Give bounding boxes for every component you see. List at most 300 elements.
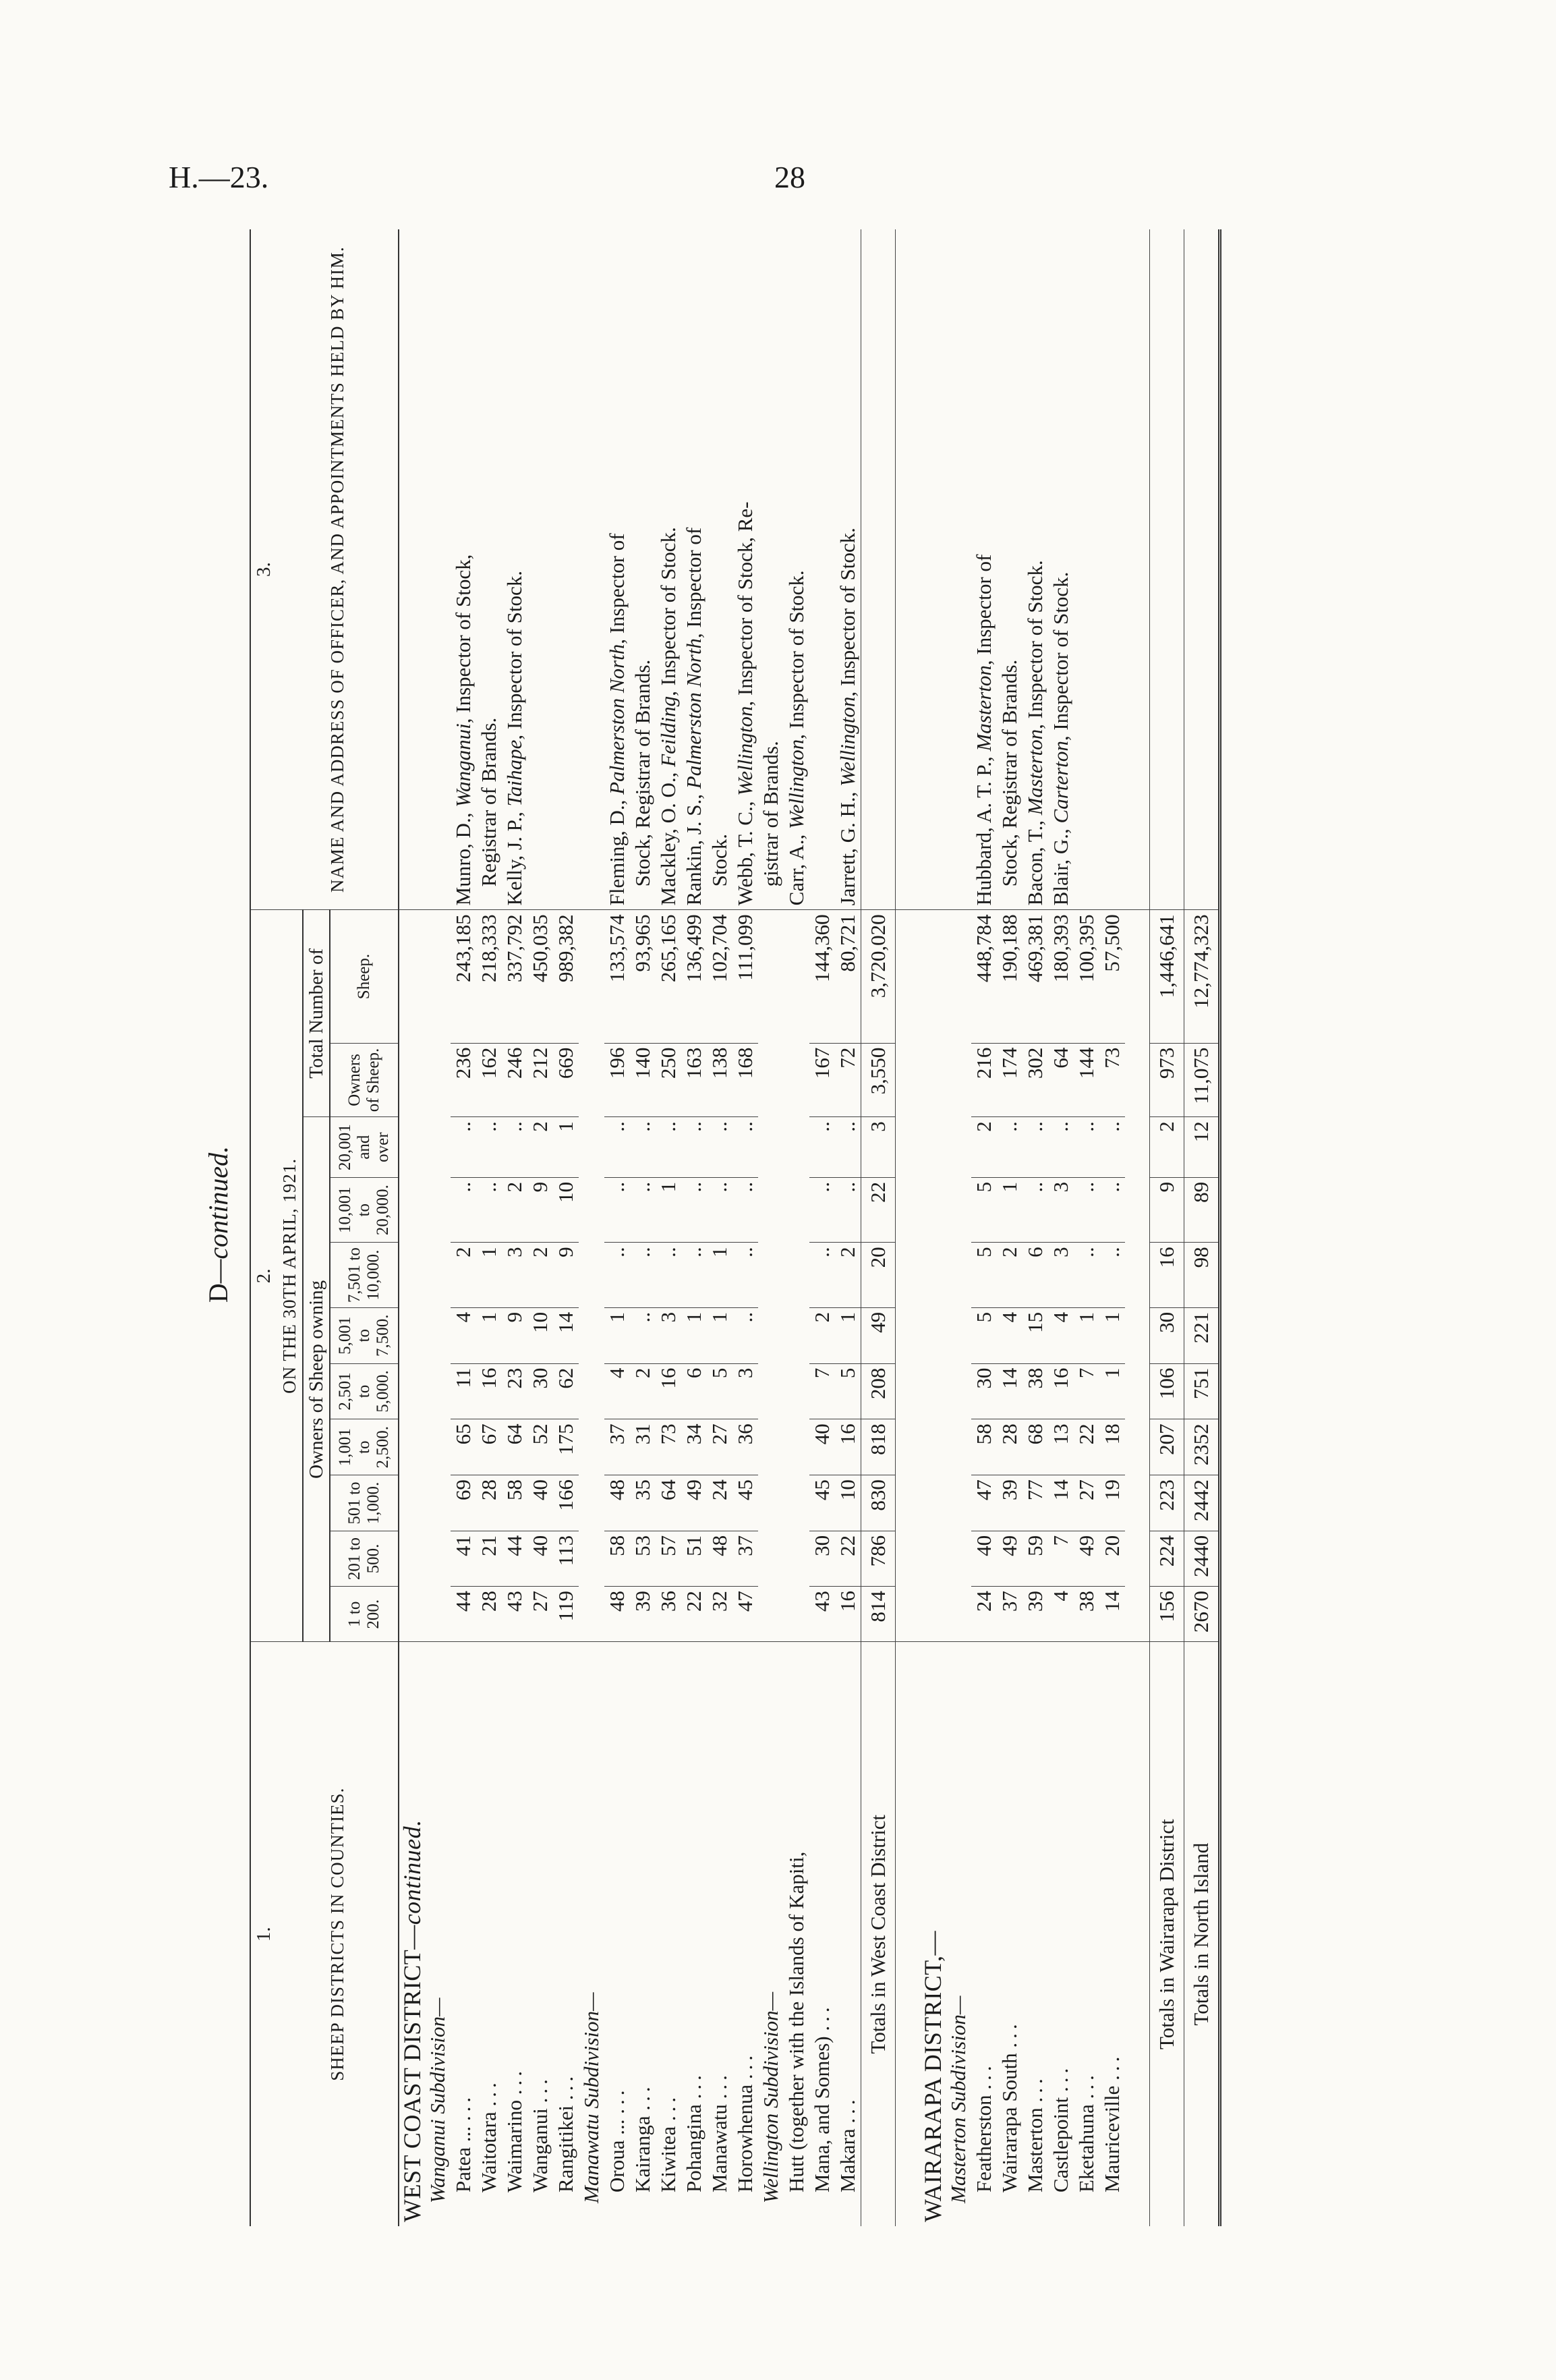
owners-count-cell: 14 (553, 1307, 579, 1363)
total-owners-cell: 250 (656, 1043, 681, 1117)
leader-dots: ... (1049, 2064, 1072, 2093)
leader-dots: ... (502, 2067, 526, 2095)
officer-place: Palmerston North (605, 644, 629, 795)
table-body (399, 229, 1220, 2226)
officer-place: Masterton (972, 665, 996, 752)
owners-count-cell: 36 (732, 1419, 758, 1475)
county-name: Rangitikei (554, 2105, 577, 2192)
owners-count-cell: 3 (732, 1363, 758, 1419)
officer-role: , Inspector of Stock. (784, 570, 808, 739)
officer-entry (732, 229, 784, 910)
county-name-hutt-cont: Mana, and Somes) (810, 2036, 834, 2192)
owners-count-cell: 57 (656, 1531, 681, 1586)
owners-count-cell: 9 (502, 1307, 527, 1363)
owners-of-sheep-owning: Owners of Sheep owning (303, 1117, 330, 1642)
owners-count-cell: .. (502, 1117, 527, 1178)
range-header-2: 201 to 500. (330, 1531, 399, 1586)
owners-count-cell: 1 (1099, 1363, 1125, 1419)
owners-count-cell: 44 (502, 1531, 527, 1586)
owners-count-cell: 12 (1184, 1117, 1220, 1178)
county-name: Wairarapa South (998, 2053, 1021, 2192)
leader-dots: ... (631, 2082, 654, 2111)
officer-name: Munro, D., (451, 807, 475, 906)
owners-count-cell: 1 (604, 1307, 630, 1363)
owners-count-cell: 30 (527, 1363, 553, 1419)
officer-name: Mackley, O. O., (656, 766, 680, 906)
owners-count-cell: 40 (527, 1531, 553, 1586)
total-sheep-cell: 448,784 (971, 910, 997, 1043)
owners-count-cell: .. (835, 1117, 861, 1178)
owners-count-cell: .. (630, 1117, 656, 1178)
total-owners-cell: 302 (1022, 1043, 1048, 1117)
owners-count-cell: 4 (997, 1307, 1022, 1363)
owners-count-cell: 58 (971, 1419, 997, 1475)
owners-count-cell: .. (630, 1243, 656, 1307)
county-name: Waitotara (477, 2112, 500, 2192)
total-sheep-cell: 57,500 (1099, 910, 1125, 1043)
owners-count-cell: .. (476, 1117, 502, 1178)
owners-count-cell: 16 (656, 1363, 681, 1419)
total-owners-cell: 168 (732, 1043, 758, 1117)
officer-entry (451, 229, 502, 910)
owners-count-cell: 64 (656, 1475, 681, 1531)
total-row (1150, 229, 1184, 2226)
owners-count-cell: 53 (630, 1531, 656, 1586)
officer-name: Rankin, J. S., (682, 789, 705, 906)
owners-count-cell: 34 (681, 1419, 707, 1475)
subdivision-heading: Masterton Subdivision— (946, 1995, 970, 2203)
leader-dots: ... (554, 2072, 577, 2101)
total-owners-cell: 973 (1150, 1043, 1184, 1117)
owners-count-cell: 3 (1048, 1243, 1074, 1307)
owners-count-cell: .. (1099, 1117, 1125, 1178)
table-row (681, 229, 707, 2226)
total-sheep-cell: 136,499 (681, 910, 707, 1043)
officer-role-cont: Stock, Registrar of Brands. (631, 659, 654, 887)
range-header-4: 1,001 to 2,500. (330, 1419, 399, 1475)
owners-header: Owners of Sheep. (330, 1043, 399, 1117)
owners-count-cell: 32 (707, 1587, 732, 1642)
table-row (451, 229, 476, 2226)
owners-count-cell: 2 (835, 1243, 861, 1307)
range-header-1: 1 to 200. (330, 1587, 399, 1642)
owners-count-cell: .. (1048, 1117, 1074, 1178)
owners-count-cell: .. (476, 1177, 502, 1242)
officer-role: , Inspector of Stock. (656, 527, 680, 696)
officer-place: Wanganui (451, 723, 475, 808)
total-owners-cell: 196 (604, 1043, 630, 1117)
owners-count-cell: 2 (451, 1243, 476, 1307)
owners-count-cell: 47 (732, 1587, 758, 1642)
owners-count-cell: 1 (1099, 1307, 1125, 1363)
county-name: Manawatu (708, 2104, 731, 2192)
owners-count-cell: 3 (502, 1243, 527, 1307)
owners-count-cell: 52 (527, 1419, 553, 1475)
total-owners-cell: 144 (1074, 1043, 1099, 1117)
owners-count-cell: 36 (656, 1587, 681, 1642)
owners-count-cell: 2442 (1184, 1475, 1220, 1531)
owners-count-cell: 62 (553, 1363, 579, 1419)
total-sheep-cell: 93,965 (630, 910, 656, 1043)
district-title-cont: continued. (399, 1819, 426, 1925)
leader-dots: ... (733, 2051, 757, 2080)
owners-count-cell: .. (732, 1117, 758, 1178)
total-owners-cell: 212 (527, 1043, 553, 1117)
owners-count-cell: 5 (835, 1363, 861, 1419)
officer-name: Hubbard, A. T. P., (972, 751, 996, 906)
officer-role: , Inspector of Stock. (836, 528, 859, 697)
owners-count-cell: .. (835, 1177, 861, 1242)
total-sheep-cell: 989,382 (553, 910, 579, 1043)
table-row (971, 229, 997, 2226)
table-row (604, 229, 630, 2226)
table-row (835, 229, 861, 2226)
title-suffix: —continued. (203, 1145, 233, 1284)
owners-count-cell: .. (809, 1243, 835, 1307)
owners-count-cell: .. (732, 1243, 758, 1307)
county-name: Waimarino (502, 2100, 526, 2192)
owners-count-cell: .. (681, 1177, 707, 1242)
total-sheep-cell: 265,165 (656, 910, 681, 1043)
owners-count-cell: .. (656, 1243, 681, 1307)
owners-count-cell: 38 (1074, 1587, 1099, 1642)
leader-dots: ... (528, 2075, 552, 2103)
owners-count-cell: 175 (553, 1419, 579, 1475)
owners-count-cell: 4 (1048, 1307, 1074, 1363)
owners-count-cell: 30 (971, 1363, 997, 1419)
subdivision-heading: Wellington Subdivision— (759, 1991, 782, 2203)
county-name: Kiwitea (656, 2126, 680, 2192)
county-name: Horowhenua (733, 2084, 757, 2192)
col3-number: 3. (250, 229, 277, 910)
total-sheep-cell: 218,333 (476, 910, 502, 1043)
owners-count-cell: 7 (809, 1363, 835, 1419)
county-name: Masterton (1023, 2107, 1047, 2192)
owners-count-cell: 58 (502, 1475, 527, 1531)
owners-count-cell: .. (1074, 1117, 1099, 1178)
owners-count-cell: 68 (1022, 1419, 1048, 1475)
officer-role: , Inspector of (605, 533, 629, 644)
owners-count-cell: 166 (553, 1475, 579, 1531)
owners-count-cell: 223 (1150, 1475, 1184, 1531)
owners-count-cell: .. (707, 1177, 732, 1242)
leader-dots: ... (451, 2093, 475, 2122)
total-sheep-cell: 180,393 (1048, 910, 1074, 1043)
owners-count-cell: 41 (451, 1531, 476, 1586)
owners-count-cell: 45 (809, 1475, 835, 1531)
owners-count-cell: 2 (1150, 1117, 1184, 1178)
owners-count-cell: 44 (451, 1587, 476, 1642)
subdivision-heading: Manawatu Subdivision— (579, 1992, 603, 2203)
sheep-owners-table (250, 229, 1221, 2226)
leader-dots: ... (998, 2020, 1021, 2048)
officer-entry (502, 229, 579, 910)
owners-count-cell: 1 (707, 1243, 732, 1307)
owners-count-cell: 2 (809, 1307, 835, 1363)
owners-count-cell: 2670 (1184, 1587, 1220, 1642)
officer-role: , Inspector of Stock. (502, 571, 526, 740)
owners-count-cell: 119 (553, 1587, 579, 1642)
owners-count-cell: 65 (451, 1419, 476, 1475)
owners-count-cell: 39 (630, 1587, 656, 1642)
owners-count-cell: 5 (971, 1307, 997, 1363)
officer-name: Blair, G., (1049, 823, 1072, 906)
total-sheep-cell: 144,360 (809, 910, 835, 1043)
table-row (502, 229, 527, 2226)
leader-dots: ... (656, 2093, 680, 2122)
owners-count-cell: 27 (707, 1419, 732, 1475)
owners-count-cell: .. (604, 1177, 630, 1242)
total-sheep-cell: 133,574 (604, 910, 630, 1043)
total-owners-cell: 174 (997, 1043, 1022, 1117)
owners-count-cell: 9 (527, 1177, 553, 1242)
owners-count-cell: 31 (630, 1419, 656, 1475)
owners-count-cell: 49 (1074, 1531, 1099, 1586)
owners-count-cell: 1 (835, 1307, 861, 1363)
owners-count-cell: 16 (835, 1587, 861, 1642)
total-sheep-cell: 102,704 (707, 910, 732, 1043)
owners-count-cell: 13 (1048, 1419, 1074, 1475)
owners-count-cell: .. (451, 1117, 476, 1178)
owners-count-cell: 59 (1022, 1531, 1048, 1586)
officer-entry (835, 229, 861, 910)
owners-count-cell: 751 (1184, 1363, 1220, 1419)
owners-count-cell: 16 (1150, 1243, 1184, 1307)
owners-count-cell: 818 (861, 1419, 896, 1475)
owners-count-cell: 39 (1022, 1587, 1048, 1642)
officer-role: , Inspector of Stock, (451, 554, 475, 724)
officer-place: Wellington (784, 739, 808, 830)
total-owners-cell: 167 (809, 1043, 835, 1117)
total-owners-cell: 669 (553, 1043, 579, 1117)
owners-count-cell: 3 (1048, 1177, 1074, 1242)
leader-dots: ... (1023, 2074, 1047, 2103)
page-reference: H.—23. (169, 160, 269, 194)
total-owners-cell: 236 (451, 1043, 476, 1117)
owners-count-cell: 830 (861, 1475, 896, 1531)
owners-count-cell: 16 (835, 1419, 861, 1475)
owners-count-cell: 1 (656, 1177, 681, 1242)
owners-count-cell: 37 (732, 1531, 758, 1586)
owners-count-cell: 10 (553, 1177, 579, 1242)
total-owners-cell: 162 (476, 1043, 502, 1117)
officer-name: Webb, T. C., (733, 795, 757, 906)
county-name: Featherston (972, 2095, 996, 2192)
county-name: Mauriceville (1100, 2085, 1124, 2192)
owners-count-cell: 98 (1184, 1243, 1220, 1307)
owners-count-cell: 47 (971, 1475, 997, 1531)
owners-count-cell: 5 (971, 1177, 997, 1242)
officer-role-cont: Stock, Registrar of Brands. (998, 659, 1021, 887)
county-name: Kairanga (631, 2116, 654, 2192)
total-owners-cell: 64 (1048, 1043, 1074, 1117)
owners-count-cell: .. (604, 1243, 630, 1307)
leader-dots: ... (836, 2095, 859, 2124)
owners-count-cell: 40 (809, 1419, 835, 1475)
rotated-table-page (196, 223, 1383, 2226)
total-number-of: Total Number of (303, 910, 330, 1117)
owners-count-cell: 43 (809, 1587, 835, 1642)
county-name: Oroua ... (605, 2119, 629, 2192)
owners-count-cell: 10 (527, 1307, 553, 1363)
owners-count-cell: 40 (527, 1475, 553, 1531)
owners-count-cell: 7 (1074, 1363, 1099, 1419)
owners-count-cell: 49 (861, 1307, 896, 1363)
officer-name: Bacon, T., (1023, 815, 1047, 906)
owners-count-cell: .. (809, 1177, 835, 1242)
owners-count-cell: 208 (861, 1363, 896, 1419)
owners-count-cell: 1 (553, 1117, 579, 1178)
owners-count-cell: 48 (604, 1475, 630, 1531)
officer-role: , Inspector of (682, 527, 705, 639)
total-sheep-cell: 469,381 (1022, 910, 1048, 1043)
officer-place: Taihape (502, 739, 526, 807)
total-sheep-cell: 243,185 (451, 910, 476, 1043)
owners-count-cell: 27 (527, 1587, 553, 1642)
leader-dots: ... (682, 2071, 705, 2099)
county-name: Castlepoint (1049, 2097, 1072, 2192)
leader-dots: ... (972, 2062, 996, 2090)
owners-count-cell: 49 (997, 1531, 1022, 1586)
range-header-7: 7,501 to 10,000. (330, 1243, 399, 1307)
sheep-header: Sheep. (330, 910, 399, 1043)
owners-count-cell: 22 (861, 1177, 896, 1242)
continuation-title (202, 223, 234, 2226)
owners-count-cell: .. (451, 1177, 476, 1242)
owners-count-cell: 19 (1099, 1475, 1125, 1531)
owners-count-cell: 30 (809, 1531, 835, 1586)
owners-count-cell: 16 (476, 1363, 502, 1419)
owners-count-cell: 2 (630, 1363, 656, 1419)
owners-count-cell: 9 (1150, 1177, 1184, 1242)
owners-count-cell: 24 (707, 1475, 732, 1531)
owners-count-cell: 7 (1048, 1531, 1074, 1586)
total-row (861, 229, 896, 2226)
officer-place: Feilding (656, 696, 680, 767)
total-label: Totals in North Island (1184, 1642, 1220, 2226)
owners-count-cell: 35 (630, 1475, 656, 1531)
officer-role: , Inspector of Stock. (1049, 571, 1072, 741)
owners-count-cell: 28 (476, 1475, 502, 1531)
total-owners-cell: 140 (630, 1043, 656, 1117)
total-sheep-cell: 337,792 (502, 910, 527, 1043)
owners-count-cell: 40 (971, 1531, 997, 1586)
col1-label: SHEEP DISTRICTS IN COUNTIES. (277, 1642, 399, 2226)
owners-count-cell: 1 (681, 1307, 707, 1363)
owners-count-cell: .. (1099, 1243, 1125, 1307)
county-name: Makara (836, 2128, 859, 2192)
owners-count-cell: .. (1074, 1177, 1099, 1242)
officer-entry (1048, 229, 1150, 910)
col2-label: ON THE 30TH APRIL, 1921. (277, 910, 303, 1642)
owners-count-cell: 4 (1048, 1587, 1074, 1642)
officer-entry (784, 229, 835, 910)
owners-count-cell: 27 (1074, 1475, 1099, 1531)
owners-count-cell: 3 (656, 1307, 681, 1363)
owners-count-cell: 2 (502, 1177, 527, 1242)
owners-count-cell: 23 (502, 1363, 527, 1419)
owners-count-cell: 22 (681, 1587, 707, 1642)
owners-count-cell: 14 (1048, 1475, 1074, 1531)
range-header-9: 20,001 and over (330, 1117, 399, 1178)
owners-count-cell: 21 (476, 1531, 502, 1586)
owners-count-cell: 4 (604, 1363, 630, 1419)
officer-entry (681, 229, 732, 910)
total-label: Totals in West Coast District (861, 1642, 896, 2226)
grand-total-row (1184, 229, 1220, 2226)
total-sheep-cell: 80,721 (835, 910, 861, 1043)
officer-name: Carr, A., (784, 829, 808, 906)
owners-count-cell: 58 (604, 1531, 630, 1586)
owners-count-cell: 67 (476, 1419, 502, 1475)
owners-count-cell: 45 (732, 1475, 758, 1531)
owners-count-cell: .. (630, 1307, 656, 1363)
col2-number: 2. (250, 910, 277, 1642)
total-sheep-cell: 1,446,641 (1150, 910, 1184, 1043)
owners-count-cell: 106 (1150, 1363, 1184, 1419)
county-name-hutt: Hutt (together with the Islands of Kapiti, (784, 1851, 808, 2192)
total-owners-cell: 163 (681, 1043, 707, 1117)
owners-count-cell: 14 (1099, 1587, 1125, 1642)
officer-entry (971, 229, 1022, 910)
owners-count-cell: 77 (1022, 1475, 1048, 1531)
total-sheep-cell: 100,395 (1074, 910, 1099, 1043)
owners-count-cell: 814 (861, 1587, 896, 1642)
owners-count-cell: 11 (451, 1363, 476, 1419)
total-owners-cell: 246 (502, 1043, 527, 1117)
owners-count-cell: 3 (861, 1117, 896, 1178)
owners-count-cell: 43 (502, 1587, 527, 1642)
subdivision-heading: Wanganui Subdivision— (426, 1998, 449, 2203)
owners-count-cell: 51 (681, 1531, 707, 1586)
owners-count-cell: 49 (681, 1475, 707, 1531)
county-name: Pohangina (682, 2104, 705, 2192)
owners-count-cell: 9 (553, 1243, 579, 1307)
officer-place: Palmerston North (682, 638, 705, 789)
total-sheep-cell: 111,099 (732, 910, 758, 1043)
district-title: WAIRARAPA DISTRICT,— (919, 1930, 946, 2222)
officer-role: , Inspector of Stock, Re- (733, 501, 757, 706)
district-title-text: WEST COAST DISTRICT— (399, 1925, 426, 2222)
owners-count-cell: 39 (997, 1475, 1022, 1531)
total-owners-cell: 11,075 (1184, 1043, 1220, 1117)
officer-place: Masterton (1023, 729, 1047, 816)
owners-count-cell: 113 (553, 1531, 579, 1586)
owners-count-cell: 22 (835, 1531, 861, 1586)
title-letter: D (203, 1283, 233, 1303)
owners-count-cell: 37 (997, 1587, 1022, 1642)
owners-count-cell: 20 (861, 1243, 896, 1307)
officer-role-cont: gistrar of Brands. (759, 741, 782, 887)
page-number: 28 (774, 160, 805, 194)
officer-role-cont: Stock. (708, 833, 731, 887)
owners-count-cell: 4 (451, 1307, 476, 1363)
officer-entry (656, 229, 681, 910)
leader-dots: ... (1100, 2052, 1124, 2080)
owners-count-cell: .. (656, 1117, 681, 1178)
total-owners-cell: 216 (971, 1043, 997, 1117)
owners-count-cell: 2352 (1184, 1419, 1220, 1475)
total-owners-cell: 72 (835, 1043, 861, 1117)
owners-count-cell: 786 (861, 1531, 896, 1586)
officer-place: Wellington (836, 696, 859, 787)
table-row (732, 229, 758, 2226)
owners-count-cell: .. (681, 1243, 707, 1307)
owners-count-cell: 48 (604, 1587, 630, 1642)
owners-count-cell: 73 (656, 1419, 681, 1475)
total-label: Totals in Wairarapa District (1150, 1642, 1184, 2226)
owners-count-cell: 1 (997, 1177, 1022, 1242)
